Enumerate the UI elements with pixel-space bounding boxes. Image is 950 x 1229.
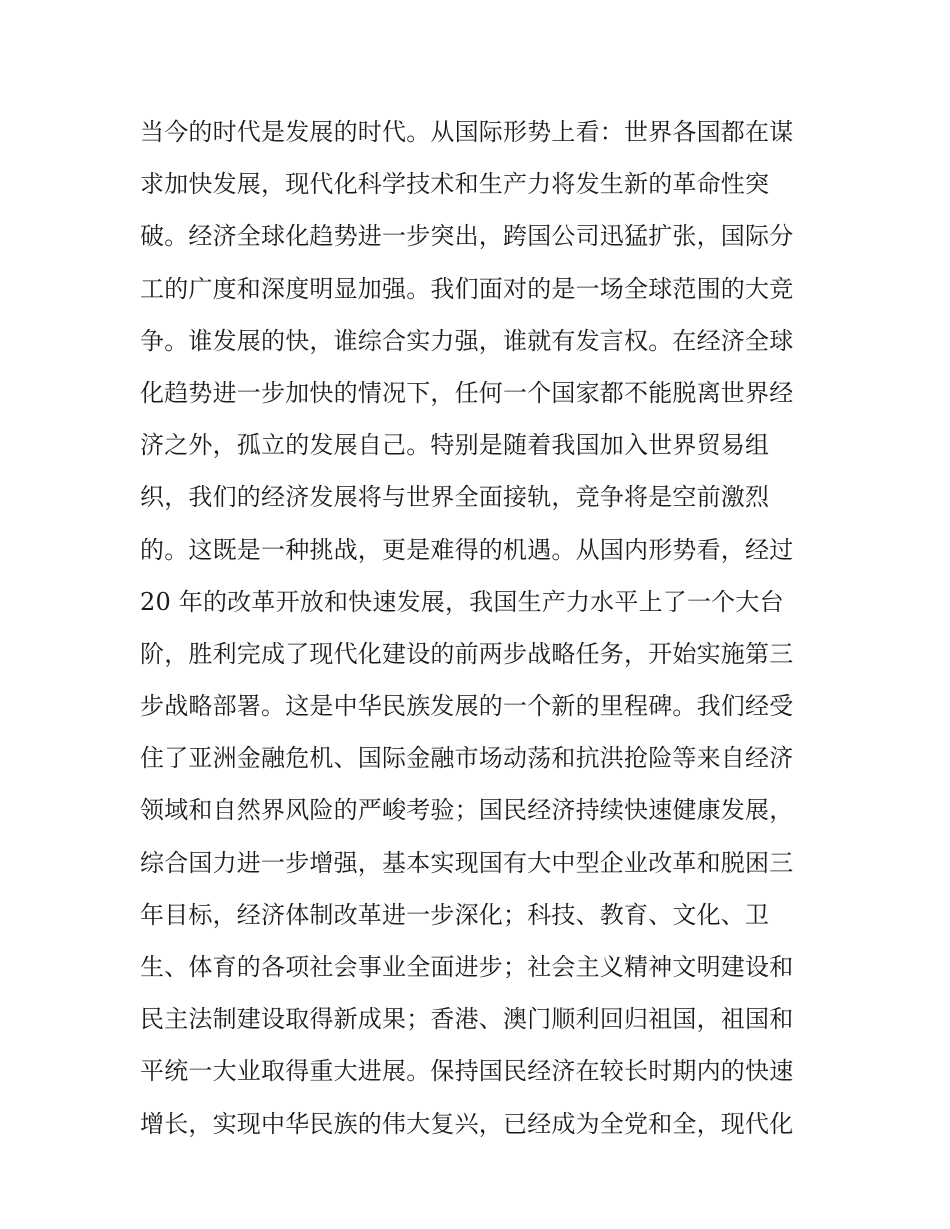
text-line: 住了亚洲金融危机、国际金融市场动荡和抗洪抢险等来自经济 — [140, 744, 794, 773]
text-line: 的。这既是一种挑战，更是难得的机遇。从国内形势看，经过 — [140, 535, 794, 564]
text-line: 阶，胜利完成了现代化建设的前两步战略任务，开始实施第三 — [140, 639, 794, 668]
text-line: 民主法制建设取得新成果；香港、澳门顺利回归祖国，祖国和 — [140, 1005, 794, 1034]
text-line: 增长，实现中华民族的伟大复兴，已经成为全党和全，现代化 — [140, 1109, 794, 1138]
body-paragraph — [140, 106, 820, 1150]
text-line: 化趋势进一步加快的情况下，任何一个国家都不能脱离世界经 — [140, 378, 794, 407]
text-line: 织，我们的经济发展将与世界全面接轨，竞争将是空前激烈 — [140, 483, 770, 512]
text-line: 年目标，经济体制改革进一步深化；科技、教育、文化、卫 — [140, 900, 770, 929]
text-line: 求加快发展，现代化科学技术和生产力将发生新的革命性突 — [140, 170, 770, 199]
text-line: 生、体育的各项社会事业全面进步；社会主义精神文明建设和 — [140, 953, 794, 981]
text-line: 步战略部署。这是中华民族发展的一个新的里程碑。我们经受 — [140, 692, 794, 721]
text-line: 20 年的改革开放和快速发展，我国生产力水平上了一个大台 — [140, 587, 784, 616]
text-line: 综合国力进一步增强，基本实现国有大中型企业改革和脱困三 — [140, 848, 794, 877]
text-line: 平统一大业取得重大进展。保持国民经济在较长时期内的快速 — [140, 1057, 794, 1086]
text-line: 破。经济全球化趋势进一步突出，跨国公司迅猛扩张，国际分 — [140, 222, 794, 251]
text-line: 当今的时代是发展的时代。从国际形势上看：世界各国都在谋 — [140, 118, 794, 146]
text-line: 济之外，孤立的发展自己。特别是随着我国加入世界贸易组 — [140, 431, 770, 460]
text-line: 争。谁发展的快，谁综合实力强，谁就有发言权。在经济全球 — [140, 326, 794, 355]
text-line: 领域和自然界风险的严峻考验；国民经济持续快速健康发展， — [140, 796, 794, 825]
text-line: 工的广度和深度明显加强。我们面对的是一场全球范围的大竞 — [140, 274, 794, 303]
